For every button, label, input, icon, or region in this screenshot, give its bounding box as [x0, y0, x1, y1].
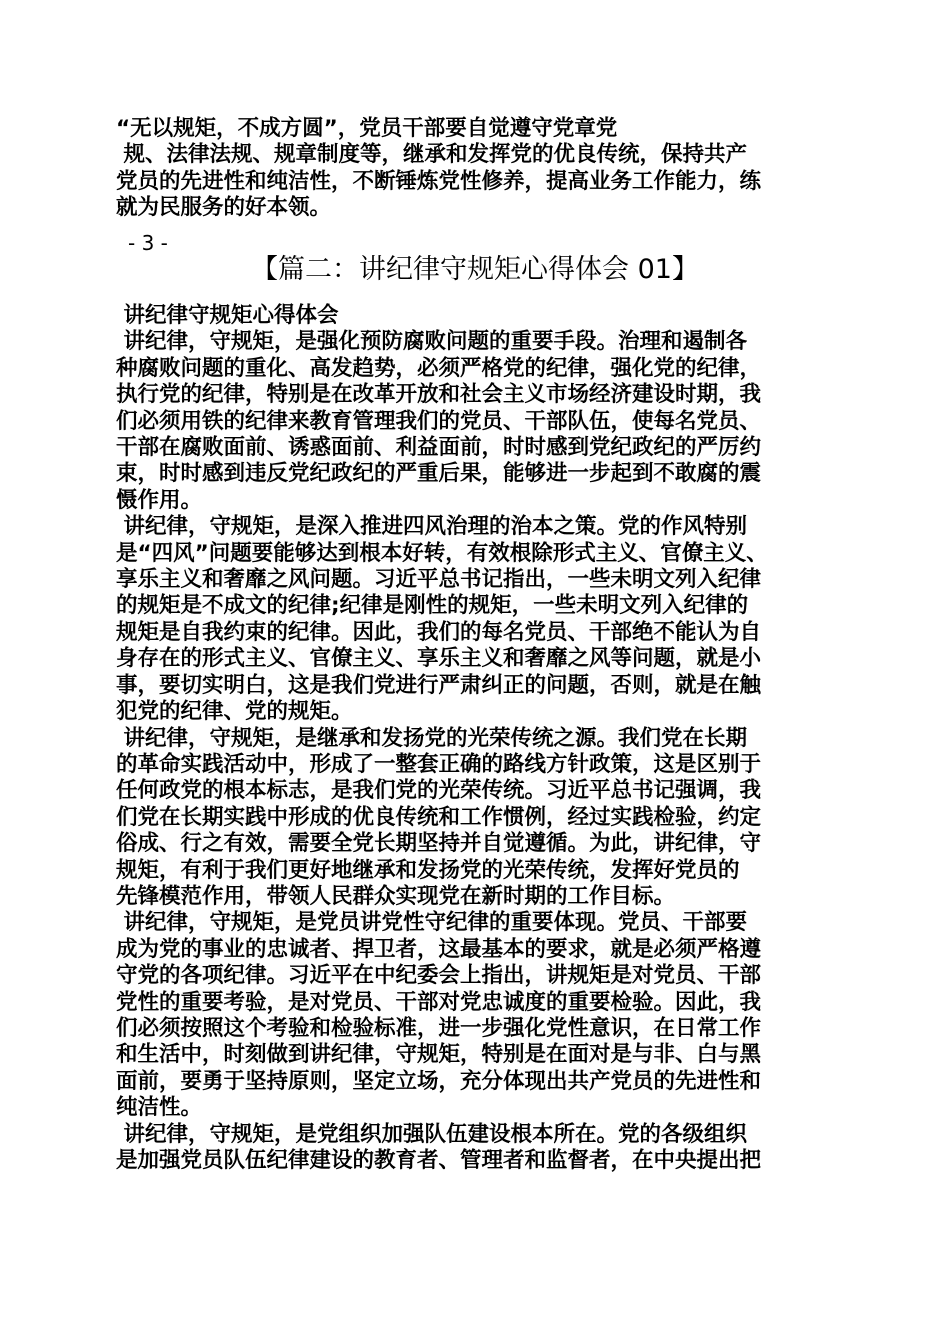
- page-number: - 3 -: [128, 231, 168, 255]
- section-title: 【篇二：讲纪律守规矩心得体会 01】: [251, 254, 699, 285]
- top-paragraph: “无以规矩，不成方圆”，党员干部要自觉遵守党章党 规、法律法规、规章制度等，继承和发挥党的优良传统，保持共产 党员的先进性和纯洁性，不断锤炼党性修养，提高业务工作能力，练 就为民服务的好本领。: [116, 116, 762, 221]
- main-text: 讲纪律守规矩心得体会 讲纪律，守规矩，是强化预防腐败问题的重要手段。治理和遏制各 种腐败问题的重化、高发趋势，必须严格党的纪律，强化党的纪律， 执行党的纪律，特别是在改革开放和社会主义市场经济建设时期，我 们必须用铁的纪律来教育管理我们的党员、干部队伍，使每名党员、 干部在腐败面前、诱惑面前、利益面前，时时感到党纪政纪的严厉约 束，时时感到违反党纪政纪的严重后果，能够进一步起到不敢腐的震 慑作用。 讲纪律，守规矩，是深入推进四风治理的治本之策。党的作风特别 是“四风”问题要能够达到根本好转，有效根除形式主义、官僚主义、 享乐主义和奢靡之风问题。习近平总书记指出，一些未明文列入纪律 的规矩是不成文的纪律;纪律是刚性的规矩，一些未明文列入纪律的 规矩是自我约束的纪律。因此，我们的每名党员、干部绝不能认为自 身存在的形式主义、官僚主义、享乐主义和奢靡之风等问题，就是小 事，要切实明白，这是我们党进行严肃纠正的问题，否则，就是在触 犯党的纪律、党的规矩。 讲纪律，守规矩，是继承和发扬党的光荣传统之源。我们党在长期 的革命实践活动中，形成了一整套正确的路线方针政策，这是区别于 任何政党的根本标志，是我们党的光荣传统。习近平总书记强调，我 们党在长期实践中形成的优良传统和工作惯例，经过实践检验，约定 俗成、行之有效，需要全党长期坚持并自觉遵循。为此，讲纪律，守 规矩，有利于我们更好地继承和发扬党的光荣传统，发挥好党员的 先锋模范作用，带领人民群众实现党在新时期的工作目标。 讲纪律，守规矩，是党员讲党性守纪律的重要体现。党员、干部要 成为党的事业的忠诚者、捍卫者，这最基本的要求，就是必须严格遵 守党的各项纪律。习近平在中纪委会上指出，讲规矩是对党员、干部 党性的重要考验，是对党员、干部对党忠诚度的重要检验。因此，我 们必须按照这个考验和检验标准，进一步强化党性意识，在日常工作 和生活中，时刻做到讲纪律，守规矩，特别是在面对是与非、白与黑 面前，要勇于坚持原则，坚定立场，充分体现出共产党员的先进性和 纯洁性。 讲纪律，守规矩，是党组织加强队伍建设根本所在。党的各级组织 是加强党员队伍纪律建设的教育者、管理者和监督者，在中央提出把: [116, 303, 768, 1173]
